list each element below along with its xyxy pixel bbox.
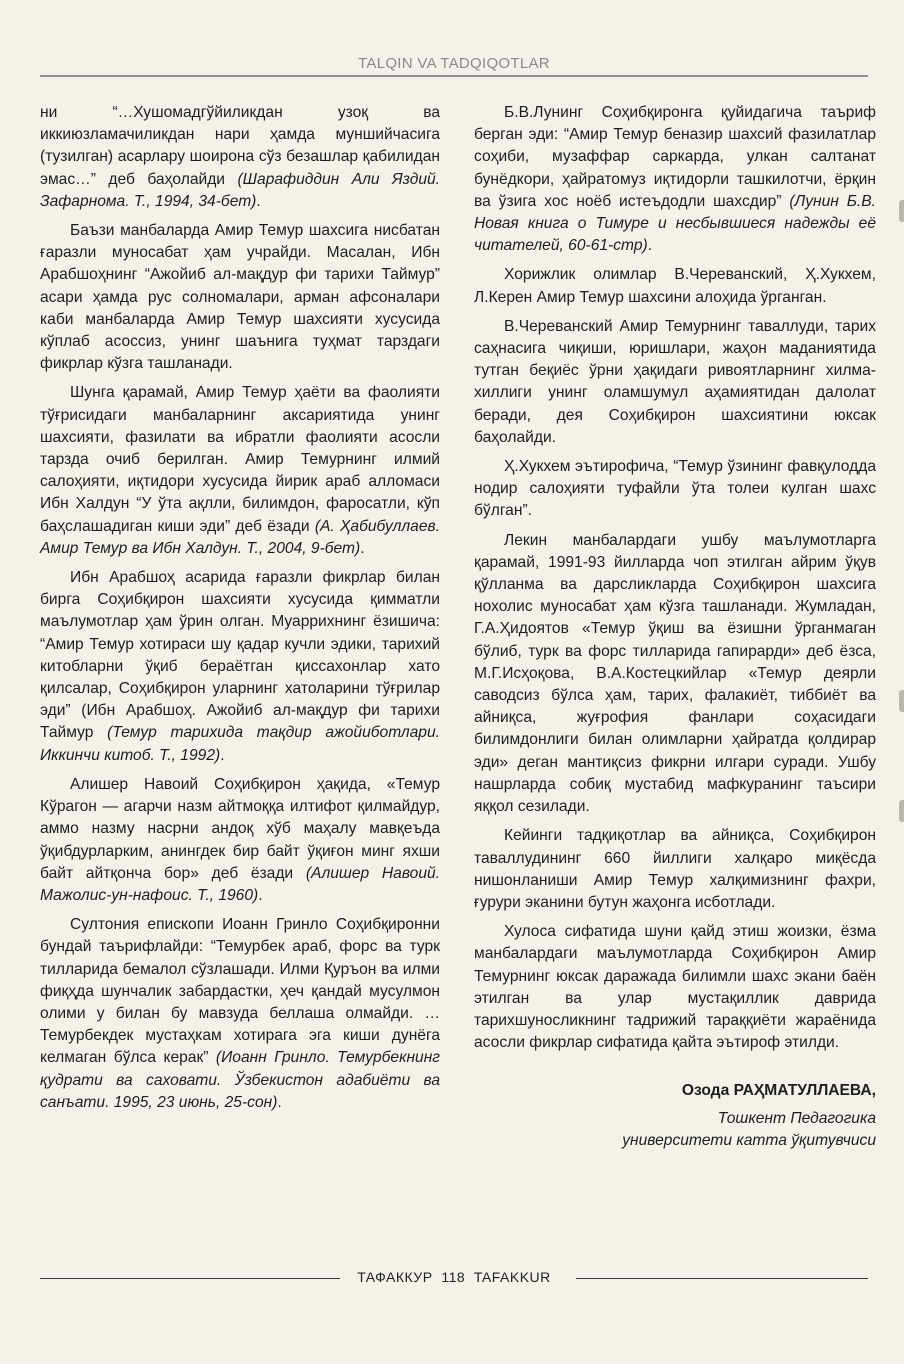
binder-hole-mark (899, 800, 904, 822)
page-footer (40, 1268, 868, 1288)
author-affiliation-line1: Тошкент Педагогика (717, 1110, 876, 1128)
author-signature (474, 1080, 876, 1152)
paragraph: Ибн Арабшоҳ асарида ғаразли фикрлар билан бирга Соҳибқирон шахсияти хусусида қимматли маълумотлар ҳам ўрин олган. Муаррихнинг ёзишича: “Амир Темур хотираси шу қадар кучли эдики, тарихий китобларни ўқиб бераётган қиссахонлар хато қилсалар, Соҳибқирон уларнинг хатоларини тўғрилар эди” (Ибн Арабшоҳ. Ажойиб ал-мақдур фи тарихи Таймур (Темур тарихида тақдир ажойиботлари. Иккинчи китоб. Т., 1992). (40, 569, 440, 764)
left-column (40, 102, 440, 1121)
citation: (Темур тарихида тақдир ажойиботлари. Иккинчи китоб. Т., 1992) (40, 724, 440, 764)
paragraph: Алишер Навоий Соҳибқирон ҳақида, «Темур Кўрагон — агарчи назм айтмоққа илтифот қилмайдур, аммо назму насрни андоқ хўб маҳалу мавқеъда ўқибдурларким, анингдек бир байт ўқиғон минг яхши байт айтқонча бор» деб ёзади (Алишер Навоий. Мажолис-ун-нафоис. Т., 1960). (40, 775, 440, 904)
citation: (Лунин Б.В. Новая книга о Тимуре и несбывшиеся надежды её читателей, 60-61-стр) (474, 192, 876, 255)
paragraph: Хорижлик олимлар В.Череванский, Ҳ.Хукхем, Л.Керен Амир Темур шахсини алоҳида ўрганган. (474, 266, 876, 306)
binder-hole-mark (899, 690, 904, 712)
paragraph: ни “…Хушомадгўйиликдан узоқ ва иккиюзламачиликдан нари ҳамда муншийчасига (тузилган) асарлару шоирона сўз безашлар қабилидан эмас…” деб баҳолайди (Шарафиддин Али Яздий. Зафарнома. Т., 1994, 34-бет). (40, 104, 441, 210)
citation: (Алишер Навоий. Мажолис-ун-нафоис. Т., 1960) (40, 864, 440, 904)
paragraph: Лекин манбалардаги ушбу маълумотларга қарамай, 1991-93 йилларда чоп этилган айрим ўқув қўлланма ва дарсликларда Соҳибқирон шахсига нохолис муносабат ҳам кўзга ташланади. Жумладан, Г.А.Ҳидоятов «Темур ўқиш ва ёзишни ўрганмаган бўлиб, турк ва форс тилларида гапирарди» деб ёзса, М.Г.Исҳоқова, В.А.Костецкийлар «Темур деярли саводсиз бўлса ҳам, тарих, фалакиёт, тиббиёт ва айниқса, жуғрофия фанлари соҳасидаги билимдонлиги билан олимларни ҳайратда қолдирар эди» деган мантиқсиз фикрни илгари суради. Ушбу нашрларда собиқ мустабид мафкуранинг таъсири яққол сезилади. (474, 531, 876, 816)
section-title: TALQIN VA TADQIQOTLAR (358, 55, 550, 72)
paragraph: Баъзи манбаларда Амир Темур шахсига нисбатан ғаразли муносабат ҳам учрайди. Масалан, Ибн Арабшоҳнинг “Ажойиб ал-мақдур фи тарихи Таймур” асари ҳамда рус солномалари, арман афсоналари каби манбаларда Амир Темур шахсияти хусусида кўплаб асоссиз, унинг шаънига туҳмат тарздаги фикрлар кўзга ташланади. (40, 222, 440, 373)
author-name: Озода РАҲМАТУЛЛАЕВА, (681, 1082, 876, 1100)
citation: (Шарафиддин Али Яздий. Зафарнома. Т., 1994, 34-бет) (40, 170, 441, 210)
citation: (Иоанн Гринло. Темурбекнинг қудрати ва саховати. Ўзбекистон адабиёти ва санъати. 1995, 23 июнь, 25-сон) (40, 1049, 440, 1111)
paragraph: Султония епископи Иоанн Гринло Соҳибқиронни бундай таърифлайди: “Темурбек араб, форс ва турк тилларида бемалол сўзлашади. Илми Қуръон ва илми фиқҳда шунчалик забардастки, ҳеч қандай мусулмон олими у билан бу мавзуда беллаша олмайди. …Темурбекдек мустаҳкам хотирага эга киши дунёга келмаган бўлса керак” (Иоанн Гринло. Темурбекнинг қудрати ва саховати. Ўзбекистон адабиёти ва санъати. 1995, 23 июнь, 25-сон). (40, 916, 440, 1111)
binder-hole-mark (899, 200, 904, 222)
citation: (А. Ҳабибуллаев. Амир Темур ва Ибн Халдун. Т., 2004, 9-бет) (40, 517, 440, 557)
footer-rule-right (576, 1278, 868, 1279)
paragraph: В.Череванский Амир Темурнинг таваллуди, тарих саҳнасига чиқиши, юришлари, жаҳон маданиятида тутган беқиёс ўрни ҳақидаги ривоятларнинг хилма-хиллиги унинг оламшумул аҳамиятидан далолат беради, дея Соҳибқирон шахсиятини юксак баҳолайди. (474, 317, 876, 446)
paragraph: Б.В.Лунинг Соҳибқиронга қуйидагича таъриф берган эди: “Амир Темур беназир шахсий фазилатлар соҳиби, музаффар саркарда, улкан салтанат бунёдкори, ҳайратомуз иқтидорли ташкилотчи, ёрқин ва ўзига хос ноёб истеъдодли шахсдир” (Лунин Б.В. Новая книга о Тимуре и несбывшиеся надежды её читателей, 60-61-стр). (474, 104, 876, 255)
paragraph: Шунга қарамай, Амир Темур ҳаёти ва фаолияти тўғрисидаги манбаларнинг аксариятида унинг шахсияти, фазилати ва ибратли фаолияти асосли тарзда очиб берилган. Амир Темурнинг илмий салоҳияти, иқтидори хусусида йирик араб алломаси Ибн Халдун “У ўта ақлли, билимдон, фаросатли, кўп баҳслашадиган киши эди” деб ёзади (А. Ҳабибуллаев. Амир Темур ва Ибн Халдун. Т., 2004, 9-бет). (40, 384, 440, 557)
paragraph: Ҳ.Хукхем эътирофича, “Темур ўзининг фавқулодда нодир салоҳияти туфайли ўта толеи кулган шахс бўлган”. (474, 458, 876, 520)
right-column (474, 102, 876, 1152)
paragraph: Кейинги тадқиқотлар ва айниқса, Соҳибқирон таваллудининг 660 йиллиги халқаро миқёсда нишонланиши Амир Темур халқимизнинг фахри, ғурури эканини бутун жаҳонга исботлади. (474, 827, 876, 911)
header-rule (40, 75, 868, 77)
footer-page-label: ТАФАККУР 118 TAFAKKUR (357, 1269, 551, 1285)
author-affiliation-line2: университети катта ўқитувчиси (622, 1132, 876, 1150)
running-header (40, 52, 868, 78)
paragraph: Хулоса сифатида шуни қайд этиш жоизки, ёзма манбалардаги маълумотларда Соҳибқирон Амир Темурнинг юксак даражада билимли шахс экани баён этилган ва улар мустақиллик даврида тарихшуносликнинг тадрижий тараққиёти жараёнида асосли фикрлар сифатида қайта эътироф этилди. (474, 923, 876, 1052)
